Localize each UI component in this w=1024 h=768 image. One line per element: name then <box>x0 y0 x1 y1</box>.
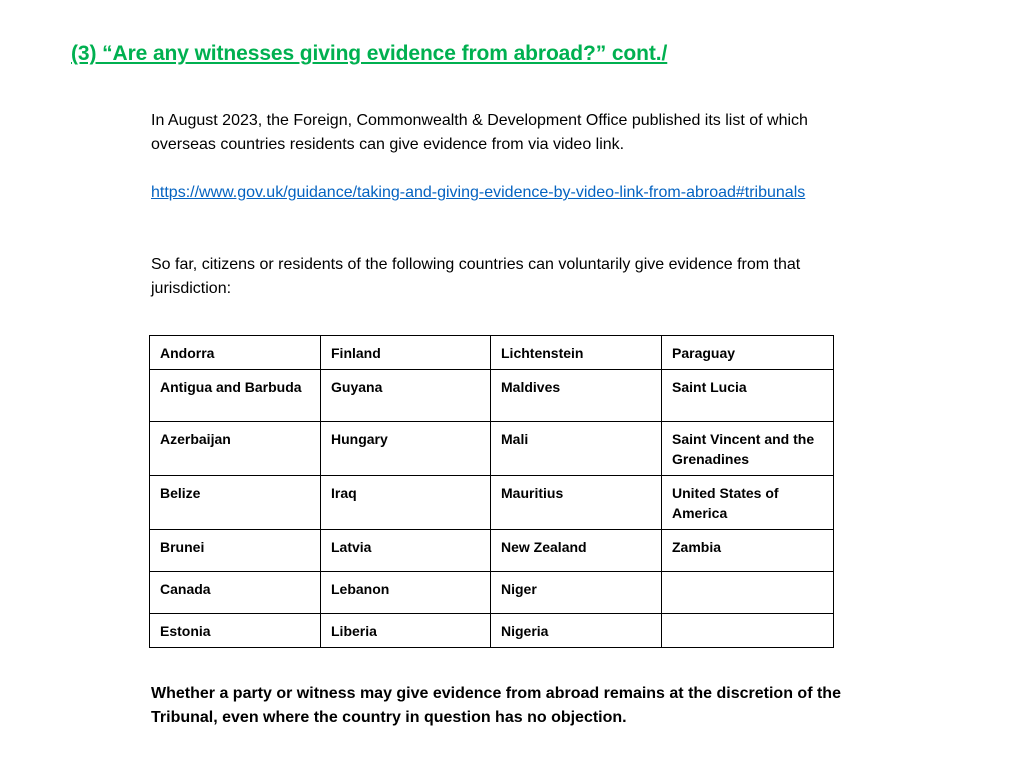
countries-table <box>149 335 834 648</box>
country-cell: Hungary <box>321 422 491 476</box>
country-cell: Azerbaijan <box>150 422 321 476</box>
country-cell: Saint Lucia <box>662 370 834 422</box>
country-cell: Paraguay <box>662 336 834 370</box>
country-cell: Mali <box>491 422 662 476</box>
country-cell: Zambia <box>662 530 834 572</box>
country-cell: New Zealand <box>491 530 662 572</box>
table-row <box>150 476 834 530</box>
country-cell: Canada <box>150 572 321 614</box>
intro-paragraph: In August 2023, the Foreign, Commonwealth & Development Office published its list of which overseas countries residents can give evidence from via video link. <box>151 112 808 153</box>
country-cell: Lichtenstein <box>491 336 662 370</box>
table-row <box>150 530 834 572</box>
closing-statement: Whether a party or witness may give evidence from abroad remains at the discretion of the Tribunal, even where the country in question has no objection. <box>151 685 841 726</box>
lead-paragraph: So far, citizens or residents of the following countries can voluntarily give evidence from that jurisdiction: <box>151 256 801 297</box>
table-row <box>150 370 834 422</box>
country-cell: United States of America <box>662 476 834 530</box>
table-row <box>150 614 834 648</box>
link-paragraph <box>151 181 851 205</box>
table-row <box>150 422 834 476</box>
country-cell: Brunei <box>150 530 321 572</box>
country-cell: Finland <box>321 336 491 370</box>
country-cell: Maldives <box>491 370 662 422</box>
country-cell: Niger <box>491 572 662 614</box>
country-cell: Liberia <box>321 614 491 648</box>
country-cell: Guyana <box>321 370 491 422</box>
country-cell: Estonia <box>150 614 321 648</box>
country-cell: Lebanon <box>321 572 491 614</box>
country-cell <box>662 614 834 648</box>
table-row <box>150 336 834 370</box>
country-cell: Mauritius <box>491 476 662 530</box>
country-cell: Saint Vincent and the Grenadines <box>662 422 834 476</box>
country-cell: Andorra <box>150 336 321 370</box>
slide-title: (3) “Are any witnesses giving evidence from abroad?” cont./ <box>71 42 668 65</box>
country-cell: Latvia <box>321 530 491 572</box>
country-cell: Belize <box>150 476 321 530</box>
country-cell <box>662 572 834 614</box>
gov-uk-guidance-link[interactable]: https://www.gov.uk/guidance/taking-and-giving-evidence-by-video-link-from-abroad#tribunals <box>151 184 806 201</box>
country-cell: Nigeria <box>491 614 662 648</box>
table-row <box>150 572 834 614</box>
country-cell: Iraq <box>321 476 491 530</box>
country-cell: Antigua and Barbuda <box>150 370 321 422</box>
